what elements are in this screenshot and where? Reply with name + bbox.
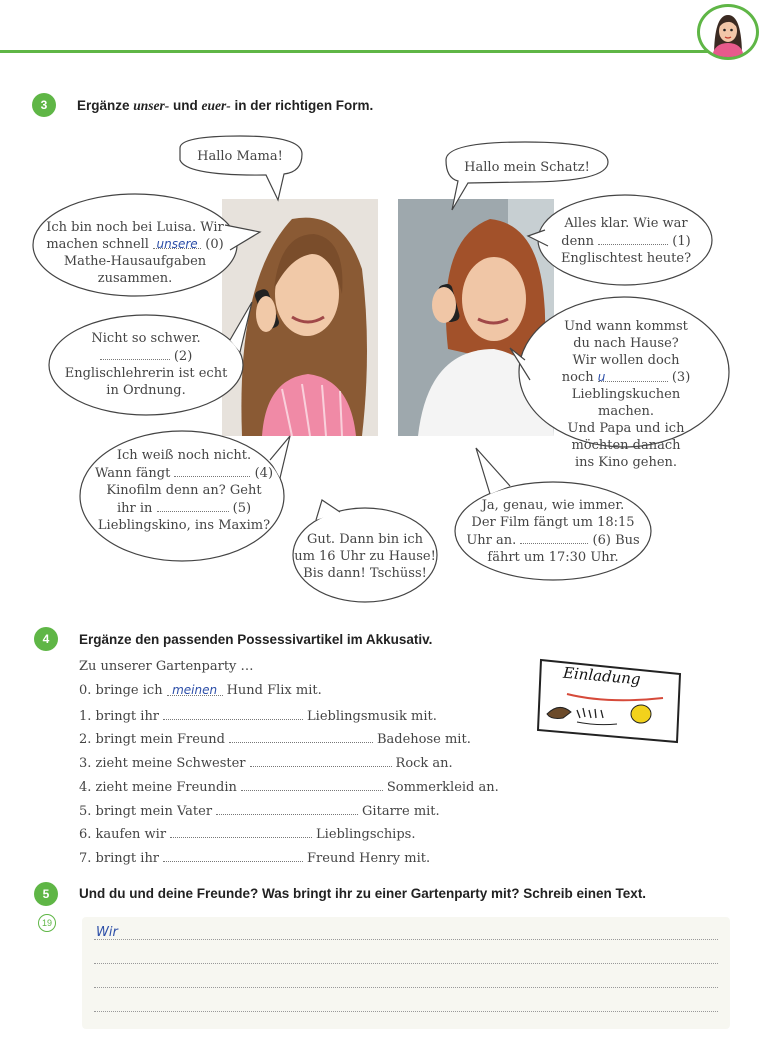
answer-blank-0: unsere [153, 236, 201, 249]
bubble-kinofilm: Ich weiß noch nicht. Wann fängt (4) Kinofilm denn an? Geht ihr in (5) Lieblingskino, ins Maxim? [94, 448, 274, 533]
invitation-card [537, 658, 682, 744]
exercise-4-line-2: 2. bringt mein Freund Badehose mit. [79, 732, 471, 747]
answer-blank-2[interactable] [100, 347, 170, 360]
writing-area-start-word: Wir [96, 925, 118, 940]
exercise-4-line-4: 4. zieht meine Freundin Sommerkleid an. [79, 780, 499, 795]
writing-line [94, 1011, 718, 1012]
exercise-4-line-3: 3. zieht meine Schwester Rock an. [79, 756, 453, 771]
answer-blank-4[interactable] [174, 464, 250, 477]
bubble-film-faengt: Ja, genau, wie immer. Der Film fängt um 18:15 Uhr an. (6) Bus fährt um 17:30 Uhr. [466, 498, 640, 565]
writing-line [94, 987, 718, 988]
bubble-nicht-so-schwer: Nicht so schwer. (2) Englischlehrerin ist echt in Ordnung. [64, 331, 228, 398]
answer-blank-1[interactable] [598, 232, 668, 245]
exercise-4-line-7: 7. bringt ihr Freund Henry mit. [79, 851, 431, 866]
exercise-4-line-1: 1. bringt ihr Lieblingsmusik mit. [79, 709, 437, 724]
exercise-3-number: 3 [32, 93, 56, 117]
portfolio-badge: 19 [38, 914, 56, 932]
exercise-4-number: 4 [34, 627, 58, 651]
exercise-5-number: 5 [34, 882, 58, 906]
bubble-englischtest: Alles klar. Wie war denn (1) Englischtest heute? [560, 216, 692, 266]
answer-blank-ex4-7[interactable] [163, 849, 303, 862]
bubble-luisa: Ich bin noch bei Luisa. Wir machen schnell unsere (0) Mathe-Hausaufgaben zusammen. [46, 220, 224, 286]
exercise-4-line-5: 5. bringt mein Vater Gitarre mit. [79, 804, 440, 819]
answer-blank-ex4-5[interactable] [216, 802, 358, 815]
exercise-3-title: Ergänze unser- und euer- in der richtigen Form. [77, 98, 374, 113]
answer-blank-ex4-0: meinen [167, 683, 223, 696]
writing-line [94, 963, 718, 964]
exercise-4-title: Ergänze den passenden Possessivartikel im Akkusativ. [79, 632, 433, 647]
answer-blank-5[interactable] [157, 499, 229, 512]
answer-blank-3: u [598, 369, 668, 382]
writing-line [94, 939, 718, 940]
exercise-5-title: Und du und deine Freunde? Was bringt ihr zu einer Gartenparty mit? Schreib einen Text. [79, 886, 647, 901]
invitation-card-title: Einladung [562, 663, 642, 689]
answer-blank-ex4-2[interactable] [229, 730, 373, 743]
exercise-4-line-6: 6. kaufen wir Lieblingschips. [79, 827, 416, 842]
answer-blank-6[interactable] [520, 531, 588, 544]
answer-blank-ex4-1[interactable] [163, 707, 303, 720]
answer-blank-ex4-3[interactable] [250, 754, 392, 767]
exercise-4-line-0: 0. bringe ich meinen Hund Flix mit. [79, 683, 322, 698]
answer-blank-ex4-6[interactable] [170, 825, 312, 838]
answer-blank-ex4-4[interactable] [241, 778, 383, 791]
bubble-hallo-mama: Hallo Mama! [197, 149, 283, 164]
bubble-wann-kommst-du: Und wann kommst du nach Hause? Wir wollen doch noch u (3) Lieblingskuchen machen. Und Papa und ich möchten danach ins Kino gehen. [561, 319, 691, 470]
bubble-hallo-mein-schatz: Hallo mein Schatz! [464, 160, 590, 175]
bubble-tschuess: Gut. Dann bin ich um 16 Uhr zu Hause! Bis dann! Tschüss! [294, 532, 436, 581]
writing-area[interactable] [82, 917, 730, 1029]
exercise-4-intro: Zu unserer Gartenparty … [79, 659, 254, 674]
